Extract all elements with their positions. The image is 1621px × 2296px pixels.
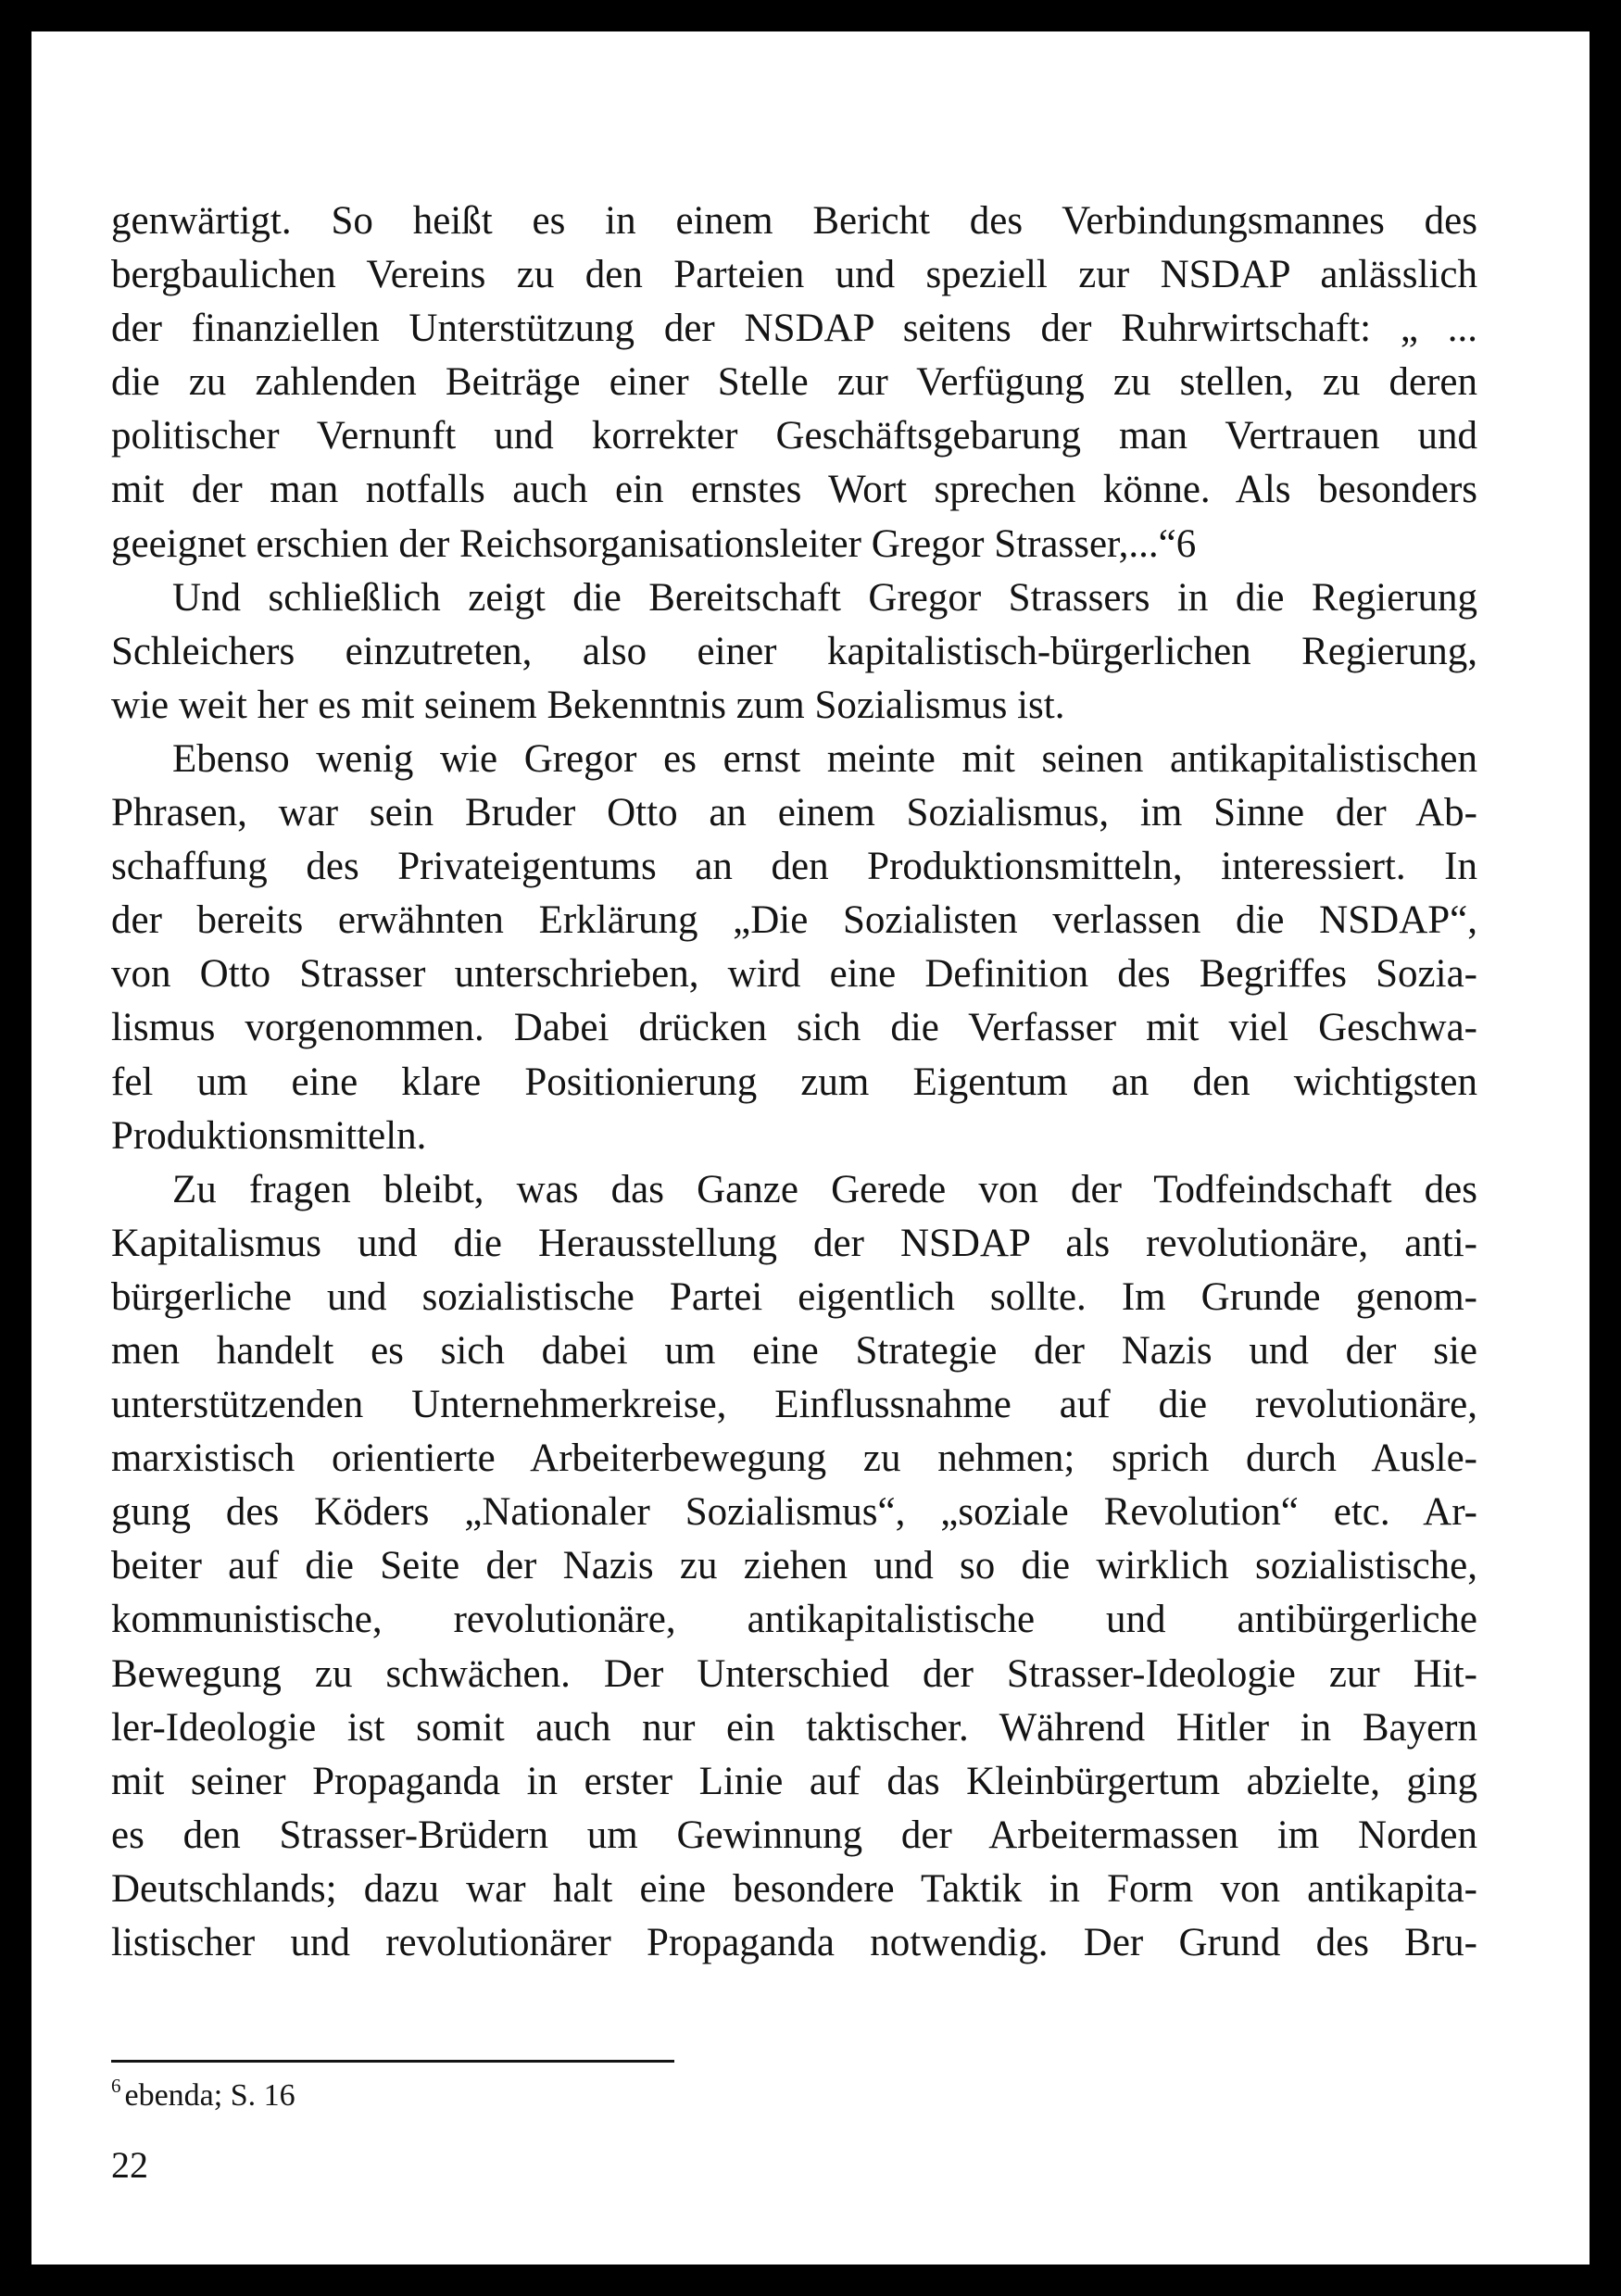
text-line: geeignet erschien der Reichsorganisationsleiter Gregor Strasser,...“6 — [111, 521, 1197, 566]
text-line: lismus vorgenommen. Dabei drücken sich die Verfasser mit viel Geschwa- — [111, 1006, 1477, 1050]
text-line: genwärtigt. So heißt es in einem Bericht des Verbindungsmannes des — [111, 199, 1477, 243]
text-line: der finanziellen Unterstützung der NSDAP seitens der Ruhrwirtschaft: „ ... — [111, 307, 1477, 351]
page-number: 22 — [111, 2144, 148, 2186]
text-line: Phrasen, war sein Bruder Otto an einem Sozialismus, im Sinne der Ab- — [111, 791, 1477, 835]
text-line: die zu zahlenden Beiträge einer Stelle zur Verfügung zu stellen, zu deren — [111, 360, 1477, 405]
text-line: der bereits erwähnten Erklärung „Die Sozialisten verlassen die NSDAP“, — [111, 898, 1477, 943]
text-line: Zu fragen bleibt, was das Ganze Gerede von der Todfeindschaft des — [172, 1167, 1477, 1211]
text-line: listischer und revolutionärer Propaganda notwendig. Der Grund des Bru- — [111, 1921, 1477, 1964]
text-line: beiter auf die Seite der Nazis zu ziehen und so die wirklich sozialistische, — [111, 1544, 1477, 1588]
text-line: bergbaulichen Vereins zu den Parteien und speziell zur NSDAP anlässlich — [111, 253, 1477, 297]
text-line: kommunistische, revolutionäre, antikapitalistische und antibürgerliche — [111, 1598, 1477, 1642]
text-line: Produktionsmitteln. — [111, 1113, 427, 1158]
document-page — [31, 31, 1590, 2265]
text-line: Kapitalismus und die Herausstellung der NSDAP als revolutionäre, anti- — [111, 1221, 1477, 1265]
body-text — [111, 194, 1477, 1970]
text-line: gung des Köders „Nationaler Sozialismus“, „soziale Revolution“ etc. Ar- — [111, 1490, 1477, 1535]
text-line: men handelt es sich dabei um eine Strategie der Nazis und der sie — [111, 1328, 1477, 1373]
text-line: marxistisch orientierte Arbeiterbewegung zu nehmen; sprich durch Ausle- — [111, 1437, 1477, 1481]
footnote-divider — [111, 2060, 674, 2063]
paragraph-3 — [111, 733, 1477, 1163]
text-line: ler-Ideologie ist somit auch nur ein taktischer. Während Hitler in Bayern — [111, 1705, 1477, 1750]
text-line: Und schließlich zeigt die Bereitschaft Gregor Strassers in die Regierung — [172, 575, 1477, 620]
paragraph-4 — [111, 1163, 1477, 1970]
footnote — [111, 2076, 295, 2116]
text-line: schaffung des Privateigentums an den Produktionsmitteln, interessiert. In — [111, 845, 1477, 889]
text-line: bürgerliche und sozialistische Partei eigentlich sollte. Im Grunde genom- — [111, 1274, 1477, 1319]
text-line: mit der man notfalls auch ein ernstes Wort sprechen könne. Als besonders — [111, 468, 1477, 512]
text-line: fel um eine klare Positionierung zum Eigentum an den wichtigsten — [111, 1060, 1477, 1104]
text-line: politischer Vernunft und korrekter Geschäftsgebarung man Vertrauen und — [111, 414, 1477, 458]
paragraph-1 — [111, 194, 1477, 571]
text-line: Deutschlands; dazu war halt eine besondere Taktik in Form von antikapita- — [111, 1866, 1477, 1911]
text-line: von Otto Strasser unterschrieben, wird eine Definition des Begriffes Sozia- — [111, 952, 1477, 997]
text-line: wie weit her es mit seinem Bekenntnis zum Sozialismus ist. — [111, 683, 1065, 727]
text-line: es den Strasser-Brüdern um Gewinnung der Arbeitermassen im Norden — [111, 1813, 1477, 1857]
text-line: Schleichers einzutreten, also einer kapitalistisch-bürgerlichen Regierung, — [111, 629, 1477, 673]
text-line: Bewegung zu schwächen. Der Unterschied der Strasser-Ideologie zur Hit- — [111, 1651, 1477, 1696]
text-line: Ebenso wenig wie Gregor es ernst meinte mit seinen antikapitalistischen — [172, 736, 1477, 781]
footnote-text: ebenda; S. 16 — [124, 2078, 295, 2113]
text-line: mit seiner Propaganda in erster Linie auf das Kleinbürgertum abzielte, ging — [111, 1759, 1477, 1803]
text-line: unterstützenden Unternehmerkreise, Einflussnahme auf die revolutionäre, — [111, 1383, 1477, 1427]
paragraph-2 — [111, 571, 1477, 733]
footnote-marker: 6 — [111, 2075, 121, 2097]
